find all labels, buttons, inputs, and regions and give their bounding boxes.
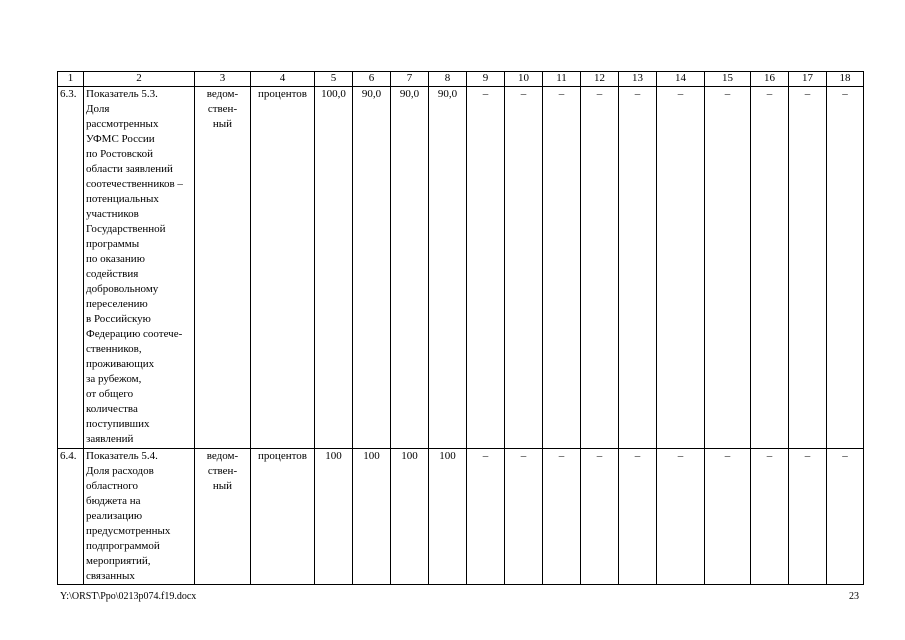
value-col-17: – [789,449,827,585]
unit-of-measure: процентов [251,449,315,585]
column-number: 10 [505,72,543,87]
page-number: 23 [849,591,859,602]
column-number: 4 [251,72,315,87]
column-number: 14 [657,72,705,87]
value-col-6: 100 [353,449,391,585]
value-col-16: – [751,449,789,585]
unit-of-measure: процентов [251,87,315,449]
value-col-18: – [827,449,864,585]
value-col-9: – [467,87,505,449]
value-col-16: – [751,87,789,449]
value-col-7: 100 [391,449,429,585]
value-col-12: – [581,449,619,585]
column-number: 2 [84,72,195,87]
row-number: 6.4. [58,449,84,585]
column-number: 11 [543,72,581,87]
value-col-10: – [505,449,543,585]
indicator-table [57,71,864,585]
table-row [58,87,864,449]
value-col-15: – [705,449,751,585]
value-col-8: 90,0 [429,87,467,449]
value-col-8: 100 [429,449,467,585]
column-number: 12 [581,72,619,87]
indicator-type: ведом- ствен- ный [195,87,251,449]
column-number: 1 [58,72,84,87]
column-number: 9 [467,72,505,87]
value-col-18: – [827,87,864,449]
indicator-name: Показатель 5.3. Доля рассмотренных УФМС России по Ростовской области заявлений соотечественников – потенциальных участников Государственной программы по оказанию содействия добровольному переселению в Российскую Федерацию соотече- ственников, проживающих за рубежом, от общего количества поступивших заявлений [84,87,195,449]
value-col-13: – [619,449,657,585]
value-col-9: – [467,449,505,585]
column-number: 13 [619,72,657,87]
value-col-14: – [657,449,705,585]
column-number: 18 [827,72,864,87]
value-col-15: – [705,87,751,449]
value-col-13: – [619,87,657,449]
column-number: 15 [705,72,751,87]
value-col-12: – [581,87,619,449]
value-col-10: – [505,87,543,449]
column-number: 7 [391,72,429,87]
table-row [58,449,864,585]
column-number: 16 [751,72,789,87]
value-col-11: – [543,449,581,585]
footer-file-path: Y:\ORST\Ppo\0213p074.f19.docx [60,591,197,602]
value-col-5: 100,0 [315,87,353,449]
value-col-11: – [543,87,581,449]
value-col-7: 90,0 [391,87,429,449]
value-col-14: – [657,87,705,449]
row-number: 6.3. [58,87,84,449]
value-col-5: 100 [315,449,353,585]
value-col-17: – [789,87,827,449]
indicator-type: ведом- ствен- ный [195,449,251,585]
indicator-name: Показатель 5.4. Доля расходов областного бюджета на реализацию предусмотренных подпрограммой мероприятий, связанных [84,449,195,585]
column-number: 6 [353,72,391,87]
column-number: 3 [195,72,251,87]
column-number: 17 [789,72,827,87]
column-number: 8 [429,72,467,87]
column-number: 5 [315,72,353,87]
value-col-6: 90,0 [353,87,391,449]
column-number-row [58,72,864,87]
